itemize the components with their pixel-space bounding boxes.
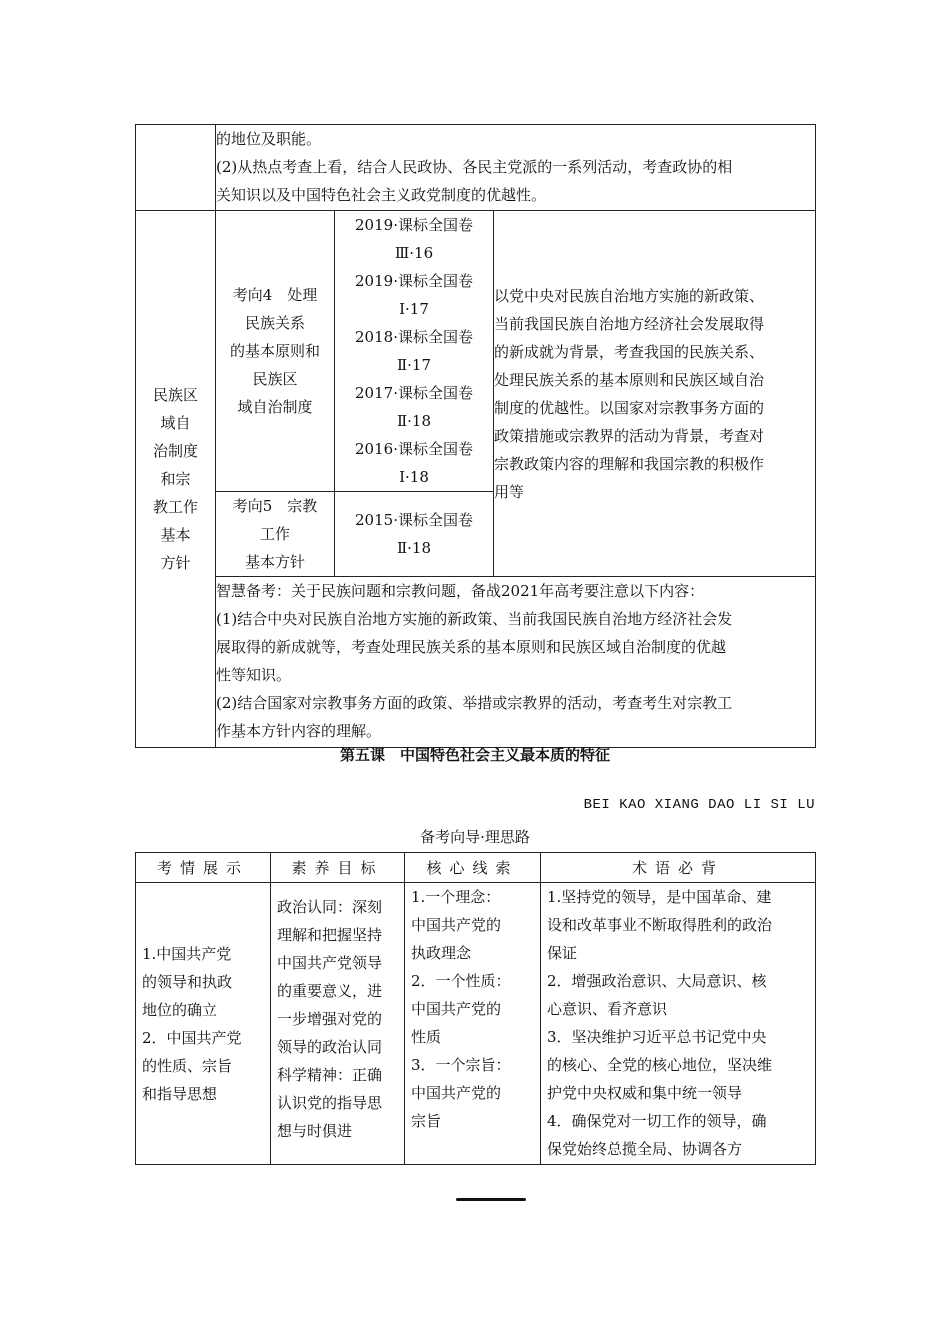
cell-line: 保证: [547, 944, 578, 962]
exam-line: 2016·课标全国卷: [355, 440, 473, 458]
empty-topic-cell: [136, 125, 216, 211]
header-literacy-goals: 素养目标: [271, 853, 405, 883]
cell-line: 3．坚决维护习近平总书记党中央: [547, 1028, 767, 1046]
tips-line: (2)结合国家对宗教事务方面的政策、举措或宗教界的活动，考查考生对宗教工: [216, 694, 733, 712]
cell-line: 一步增强对党的: [277, 1010, 383, 1028]
cell-line: 认识党的指导思: [277, 1094, 383, 1112]
analysis-line: 用等: [494, 482, 525, 501]
cell-line: 1.一个理念：: [411, 888, 501, 906]
cell-line: 执政理念: [411, 944, 472, 962]
cell-line: 的领导和执政: [142, 972, 233, 991]
cell-line: 1.坚持党的领导，是中国革命、建: [547, 888, 772, 906]
tip-line: (2)从热点考查上看，结合人民政协、各民主党派的一系列活动，考查政协的相: [216, 158, 733, 176]
exam-analysis-table: [135, 124, 816, 748]
direction-line: 考向5 宗教: [232, 497, 318, 515]
analysis-line: 当前我国民族自治地方经济社会发展取得: [494, 314, 765, 333]
exam-line: Ⅲ·16: [394, 244, 434, 262]
cell-line: 4．确保党对一切工作的领导，确: [547, 1112, 767, 1130]
exam-line: 2018·课标全国卷: [355, 328, 473, 346]
cell-line: 的重要意义，进: [277, 982, 383, 1000]
exam-line: Ⅱ·18: [396, 412, 432, 430]
literacy-goals-cell: [271, 883, 405, 1165]
tips-line: 作基本方针内容的理解。: [216, 722, 382, 740]
exam-display-cell: [136, 883, 271, 1165]
exam-line: 2019·课标全国卷: [355, 216, 473, 234]
header-core-clues: 核心线索: [405, 853, 541, 883]
tips-line: 展取得的新成就等，考查处理民族关系的基本原则和民族区域自治制度的优越: [216, 638, 727, 656]
cell-line: 政治认同：深刻: [277, 898, 383, 916]
exam-line: Ⅰ·18: [399, 468, 429, 486]
direction-4-exams-cell: [335, 211, 494, 492]
topic-line: 和宗: [160, 470, 191, 488]
exam-line: 2019·课标全国卷: [355, 272, 473, 290]
cell-line: 和指导思想: [142, 1084, 218, 1103]
exam-line: 2015·课标全国卷: [355, 511, 473, 529]
direction-line: 域自治制度: [237, 398, 313, 416]
analysis-line: 的新成就为背景，考查我国的民族关系、: [494, 342, 765, 361]
analysis-line: 制度的优越性。以国家对宗教事务方面的: [494, 398, 765, 417]
cell-line: 保党始终总揽全局、协调各方: [547, 1140, 743, 1158]
study-guide-table: [135, 852, 816, 1165]
topic-line: 域自: [160, 414, 191, 432]
analysis-line: 处理民族关系的基本原则和民族区域自治: [494, 370, 765, 389]
cell-line: 理解和把握坚持: [277, 926, 383, 944]
cell-line: 设和改革事业不断取得胜利的政治: [547, 916, 773, 934]
pinyin-heading: BEI KAO XIANG DAO LI SI LU: [583, 797, 815, 813]
direction-line: 的基本原则和: [229, 342, 320, 360]
cell-line: 2．一个性质：: [411, 972, 511, 990]
cell-line: 领导的政治认同: [277, 1038, 383, 1056]
header-terms: 术语必背: [541, 853, 816, 883]
cell-line: 2．中国共产党: [142, 1028, 242, 1047]
cell-line: 中国共产党的: [411, 1000, 502, 1018]
tip-line: 的地位及职能。: [216, 130, 322, 148]
cell-line: 1.中国共产党: [142, 944, 232, 963]
direction-line: 基本方针: [244, 553, 305, 571]
topic-line: 教工作: [152, 498, 198, 516]
cell-line: 2．增强政治意识、大局意识、核: [547, 972, 767, 990]
exam-line: Ⅱ·18: [396, 539, 432, 557]
cell-line: 科学精神：正确: [277, 1066, 383, 1084]
direction-line: 考向4 处理: [232, 286, 318, 304]
topic-cell: [136, 211, 216, 748]
cell-line: 3．一个宗旨：: [411, 1056, 511, 1074]
header-exam-display: 考情展示: [136, 853, 271, 883]
cell-line: 的核心、全党的核心地位，坚决维: [547, 1056, 773, 1074]
topic-line: 治制度: [152, 442, 198, 460]
direction-5-exams-cell: [335, 492, 494, 577]
cell-line: 宗旨: [411, 1112, 442, 1130]
page-bottom-mark: [456, 1198, 526, 1201]
subtitle: 备考向导·理思路: [420, 828, 530, 846]
tip-line: 关知识以及中国特色社会主义政党制度的优越性。: [216, 186, 547, 204]
direction-4-cell: [216, 211, 335, 492]
tips-line: 智慧备考：关于民族问题和宗教问题，备战2021年高考要注意以下内容：: [216, 582, 705, 600]
section-title: 第五课 中国特色社会主义最本质的特征: [339, 746, 610, 764]
direction-5-cell: [216, 492, 335, 577]
analysis-line: 以党中央对民族自治地方实施的新政策、: [494, 286, 765, 305]
tips-line: (1)结合中央对民族自治地方实施的新政策、当前我国民族自治地方经济社会发: [216, 610, 733, 628]
cell-line: 地位的确立: [142, 1000, 218, 1019]
tips-line: 性等知识。: [216, 666, 292, 684]
terms-cell: [541, 883, 816, 1165]
cell-line: 心意识、看齐意识: [547, 1000, 668, 1018]
smart-prep-cell: [216, 577, 816, 748]
analysis-line: 政策措施或宗教界的活动为背景，考查对: [494, 426, 765, 445]
exam-line: Ⅱ·17: [396, 356, 432, 374]
topic-line: 民族区: [152, 386, 198, 404]
topic-line: 方针: [160, 554, 191, 572]
direction-line: 工作: [259, 525, 290, 543]
cell-line: 护党中央权威和集中统一领导: [547, 1084, 743, 1102]
cell-line: 的性质、宗旨: [142, 1056, 233, 1075]
cell-line: 想与时俱进: [277, 1122, 353, 1140]
exam-line: Ⅰ·17: [399, 300, 429, 318]
direction-line: 民族区: [252, 370, 298, 388]
cell-line: 中国共产党的: [411, 1084, 502, 1102]
exam-line: 2017·课标全国卷: [355, 384, 473, 402]
cell-line: 中国共产党领导: [277, 954, 383, 972]
politics-consultation-tips-cell: [216, 125, 816, 211]
core-clues-cell: [405, 883, 541, 1165]
analysis-cell: [494, 211, 816, 577]
topic-line: 基本: [160, 526, 191, 544]
analysis-line: 宗教政策内容的理解和我国宗教的积极作: [494, 454, 765, 473]
cell-line: 性质: [411, 1028, 442, 1046]
direction-line: 民族关系: [244, 314, 305, 332]
cell-line: 中国共产党的: [411, 916, 502, 934]
